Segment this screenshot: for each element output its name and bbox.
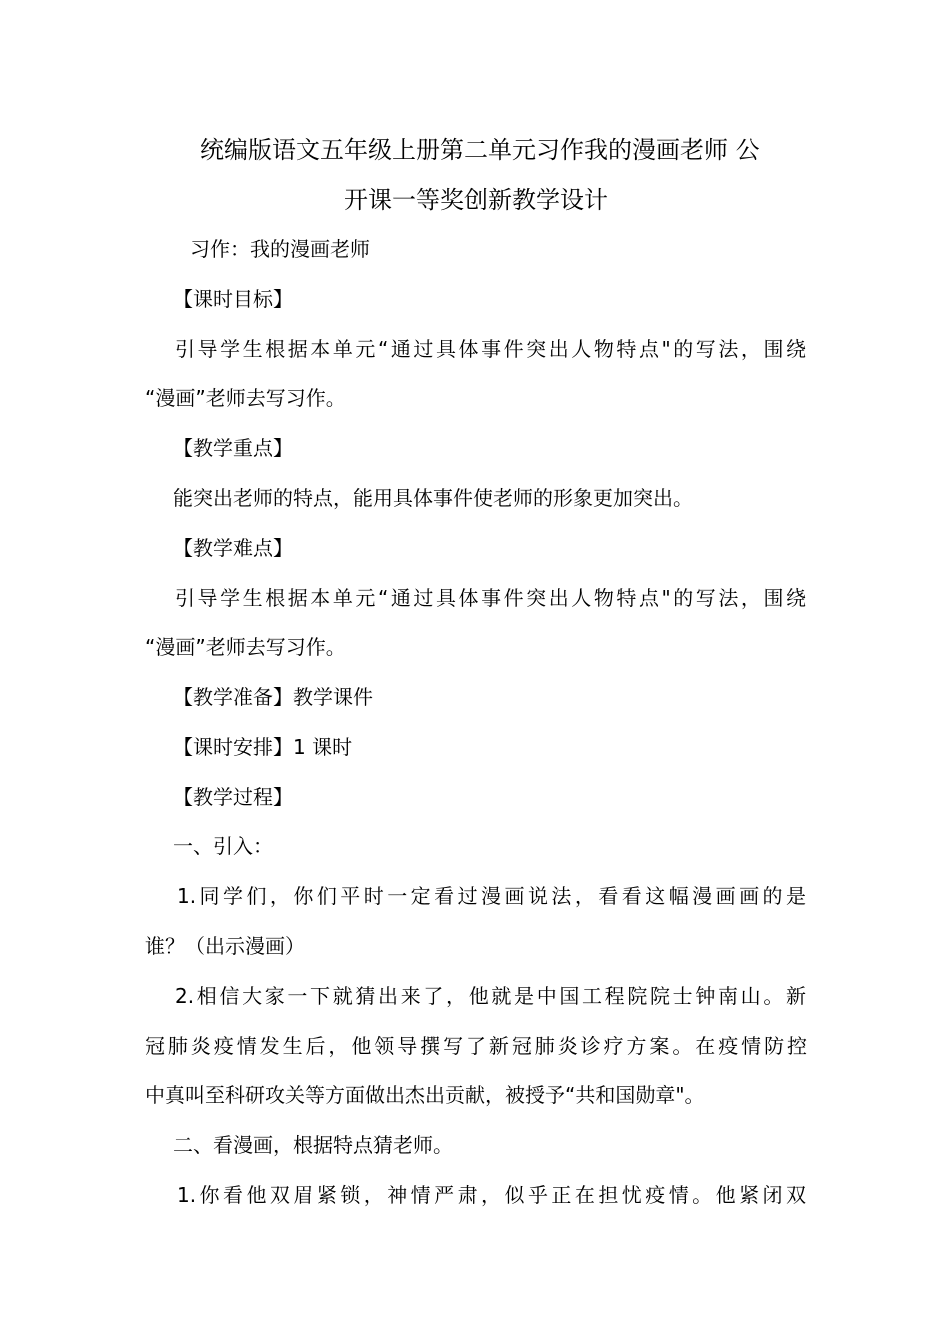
paragraph-line: 引导学生根据本单元“通过具体事件突出人物特点"的写法，围绕 [175,586,806,610]
paragraph-line: “漫画”老师去写习作。 [145,635,346,659]
paragraph-line: 二、看漫画，根据特点猜老师。 [173,1133,453,1157]
paragraph-line: “漫画”老师去写习作。 [145,386,346,410]
paragraph-line: 能突出老师的特点，能用具体事件使老师的形象更加突出。 [173,486,693,510]
paragraph-line: 一、引入： [173,834,273,858]
paragraph-line: 中真叫至科研攻关等方面做出杰出贡献，被授予“共和国勋章"。 [145,1083,705,1107]
paragraph-line: 冠肺炎疫情发生后，他领导撰写了新冠肺炎诊疗方案。在疫情防控 [145,1034,807,1058]
section-heading: 【教学难点】 [173,536,293,560]
subtitle-text: 习作：我的漫画老师 [190,237,370,261]
section-heading: 【课时安排】1 课时 [173,735,353,759]
document-title-line-1: 统编版语文五年级上册第二单元习作我的漫画老师 公 [200,136,760,164]
document-title-line-2: 开课一等奖创新教学设计 [344,186,608,214]
paragraph-line: 2.相信大家一下就猜出来了，他就是中国工程院院士钟南山。新 [175,984,806,1008]
paragraph-line: 谁？（出示漫画） [145,934,305,958]
section-heading: 【教学准备】教学课件 [173,685,373,709]
section-heading: 【教学重点】 [173,436,293,460]
paragraph-line: 引导学生根据本单元“通过具体事件突出人物特点"的写法，围绕 [175,337,806,361]
section-heading: 【教学过程】 [173,785,293,809]
paragraph-line: 1.你看他双眉紧锁，神情严肃，似乎正在担忧疫情。他紧闭双 [177,1183,806,1207]
section-heading: 【课时目标】 [173,287,293,311]
paragraph-line: 1.同学们，你们平时一定看过漫画说法，看看这幅漫画画的是 [177,884,806,908]
